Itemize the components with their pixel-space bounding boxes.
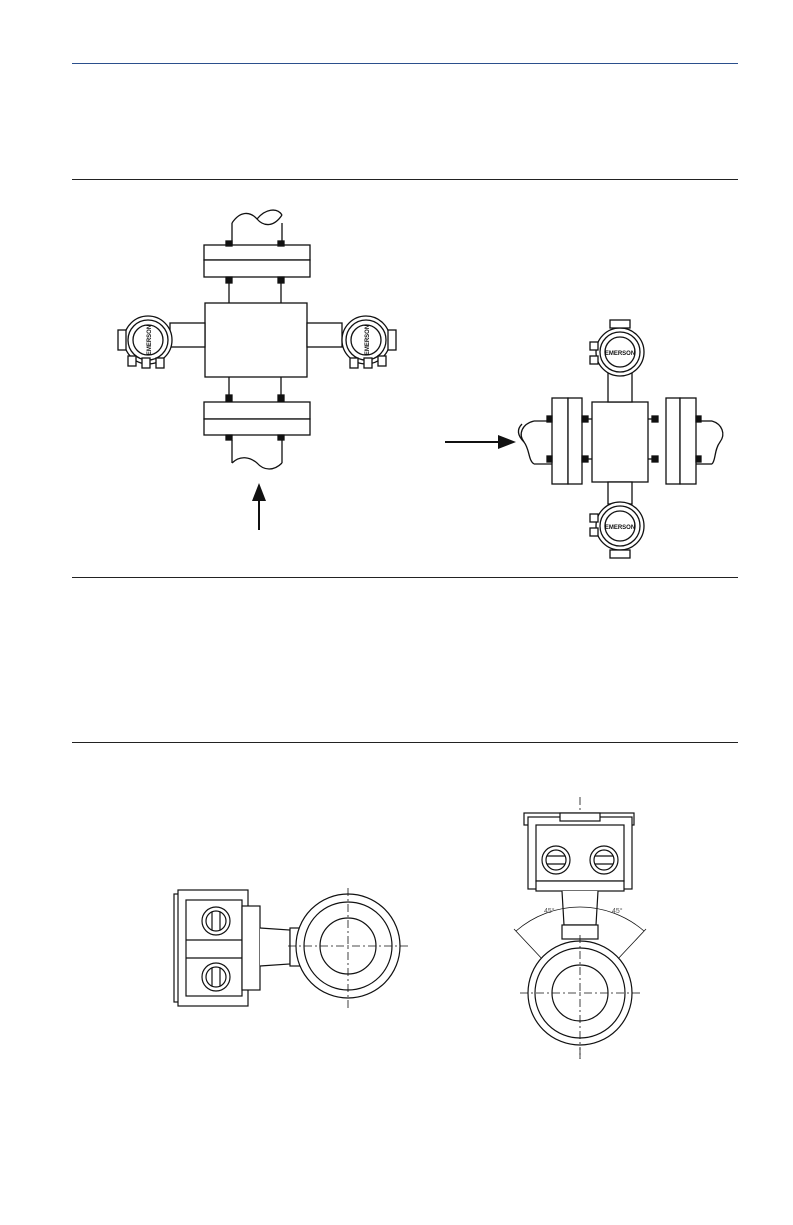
angle-label-left: 45°	[544, 908, 555, 915]
section-rule-3	[72, 742, 738, 743]
flange-left	[547, 398, 592, 484]
pipe-top	[232, 210, 282, 245]
horizontal-installation-figure	[440, 318, 740, 568]
angle-label-right: 45°	[612, 908, 623, 915]
flange-top	[204, 241, 310, 303]
pipe-section-side	[288, 888, 410, 1008]
section-rule-2	[72, 577, 738, 578]
logo-text-bottom: EMERSON	[604, 525, 636, 531]
flange-right	[648, 398, 701, 484]
transmitter-left	[118, 316, 172, 368]
side-view-figure	[160, 880, 430, 1030]
flow-arrow-up	[252, 483, 266, 530]
logo-text-right: EMERSON	[365, 324, 371, 356]
meter-body	[205, 303, 307, 377]
transmitter-top	[590, 320, 644, 376]
flow-arrow-right	[445, 435, 516, 449]
flange-bottom	[204, 395, 310, 440]
transmitter-housing-end	[524, 813, 634, 891]
pipe-bottom	[232, 440, 282, 469]
header-rule	[72, 63, 738, 64]
vertical-installation-figure	[110, 205, 410, 535]
conduit-cap-left	[542, 846, 570, 874]
logo-text-left: EMERSON	[147, 324, 153, 356]
meter-body-h	[592, 402, 648, 482]
conduit-cap-upper	[202, 907, 230, 935]
logo-text-top: EMERSON	[604, 351, 636, 357]
transmitter-right	[342, 316, 396, 368]
end-view-figure	[500, 795, 660, 1065]
section-rule-1	[72, 179, 738, 180]
transmitter-bottom	[590, 502, 644, 558]
conduit-cap-right	[590, 846, 618, 874]
pipe-section-end	[520, 935, 640, 1059]
conduit-cap-lower	[202, 963, 230, 991]
